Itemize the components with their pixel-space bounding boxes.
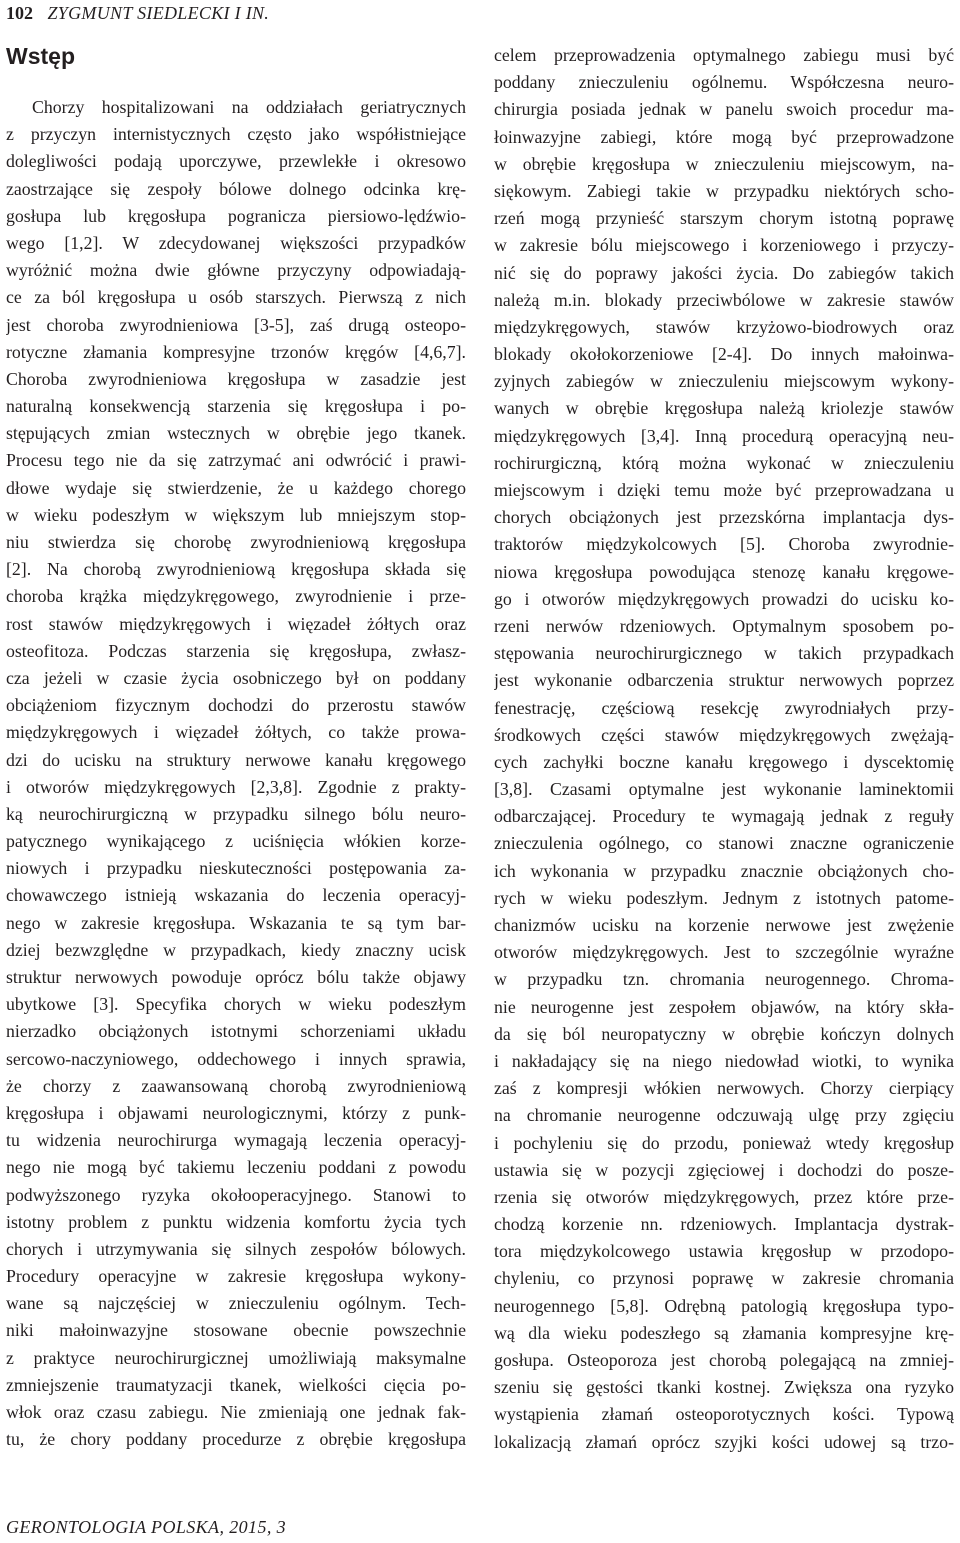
text-line: nić się do poprawy jakości życia. Do zabiegów takich	[494, 262, 954, 283]
text-line: chyleniu, co przynosi poprawę w zakresie chromania	[494, 1268, 954, 1289]
text-line: wystąpienia złamań osteoporotycznych kości. Typową	[494, 1404, 954, 1425]
text-line: neurogennego [5,8]. Odrębną patologią kręgosłupa typo-	[494, 1295, 954, 1316]
text-line: nego nie mogą być takiemu leczeniu poddani z powodu	[6, 1157, 466, 1178]
text-line: dzi do ucisku na struktury nerwowe kanału kręgowego	[6, 749, 466, 770]
text-line: dolegliwości podają uporczywe, przewlekłe i okresowo	[6, 151, 466, 172]
text-line: chodzą korzenie nn. rdzeniowych. Implantacja dystrak-	[494, 1214, 954, 1235]
text-line: z praktyce neurochirurgicznej umożliwiają maksymalne	[6, 1347, 466, 1368]
text-line: włok oraz czasu zabiegu. Nie zmieniają one jednak fak-	[6, 1402, 466, 1422]
text-line: sercowo-naczyniowego, oddechowego i innych sprawia,	[6, 1048, 466, 1069]
text-line: na chromanie neurogenne odczuwają ulgę przy zgięciu	[494, 1105, 954, 1126]
text-line: dziej bezwzględne w przypadkach, kiedy znaczny ucisk	[6, 939, 466, 960]
text-line: chirurgia posiada jednak w panelu swoich procedur ma-	[494, 99, 954, 120]
text-line: dłowe wydaje się stwierdzenie, że u każdego chorego	[6, 477, 466, 498]
text-line: rzeń mogą przynieść starszym chorym istotną poprawę	[494, 208, 954, 229]
text-line: ubytkowe [3]. Specyfika chorych w wieku podeszłym	[6, 994, 466, 1015]
text-line: niowych i przypadku nieskuteczności postępowania za-	[6, 858, 466, 879]
text-line: Procesu tego nie da się zatrzymać ani odwrócić i prawi-	[6, 450, 466, 471]
text-line: w przypadku tzn. chromania neurogennego. Chroma-	[494, 969, 954, 990]
text-line: poddany znieczuleniu ogólnemu. Współczesna neuro-	[494, 72, 954, 93]
text-line: [2]. Na chorobą zwyrodnieniową kręgosłupa składa się	[6, 559, 466, 580]
text-line: blokady okołokorzeniowe [2-4]. Do innych małoinwa-	[494, 344, 954, 365]
text-line: da się ból neuropatyczny w obrębie kończyn dolnych	[494, 1023, 954, 1044]
text-line: środkowych części stawów międzykręgowych zwężają-	[494, 724, 954, 745]
text-line: podwyższonego ryzyka okołooperacyjnego. Stanowi to	[6, 1184, 466, 1205]
text-line: patycznego wynikającego z uciśnięcia włókien korze-	[6, 831, 466, 852]
running-footer: GERONTOLOGIA POLSKA, 2015, 3	[6, 1517, 287, 1537]
text-line: zmniejszenie traumatyzacji tkanek, wielkości cięcia po-	[6, 1374, 466, 1395]
text-line: wego [1,2]. W zdecydowanej większości przypadków	[6, 232, 466, 253]
text-line: rzeni nerwów rdzeniowych. Optymalnym sposobem po-	[494, 615, 954, 636]
section-title: Wstęp	[6, 43, 75, 69]
text-line: i otworów międzykręgowych [2,3,8]. Zgodnie z prakty-	[6, 776, 466, 797]
text-line: w zakresie bólu miejscowego i korzeniowego i przyczy-	[494, 235, 954, 256]
text-line: rost stawów międzykręgowych i więzadeł żółtych oraz	[6, 613, 466, 634]
text-line: jest choroba zwyrodnieniowa [3-5], zaś drugą osteopo-	[6, 314, 466, 335]
running-header-authors: ZYGMUNT SIEDLECKI I IN.	[47, 3, 270, 23]
text-line: Procedury operacyjne w zakresie kręgosłupa wykony-	[6, 1266, 466, 1287]
text-line: miejscowym i dzięki temu może być przeprowadzana u	[494, 480, 954, 500]
text-line: wą dla wieku podeszłego są złamania kompresyjne krę-	[494, 1322, 954, 1343]
text-line: siękowym. Zabiegi takie w przypadku niektórych scho-	[494, 180, 954, 201]
text-line: jest wykonanie odbarczenia struktur nerwowych poprzez	[494, 670, 954, 691]
text-line: ką neurochirurgiczną w przypadku silnego bólu neuro-	[6, 803, 466, 824]
text-line: odbarczającej. Procedury te wymagają jednak z reguły	[494, 806, 954, 827]
text-line: rochirurgiczną, którą można wykonać w znieczuleniu	[494, 452, 954, 473]
text-line: Choroba zwyrodnieniowa kręgosłupa w zasadzie jest	[6, 368, 466, 389]
text-line: nego w zakresie kręgosłupa. Wskazania te są tym bar-	[6, 912, 466, 933]
text-line: kręgosłupa i objawami neurologicznymi, którzy z punk-	[6, 1102, 466, 1123]
text-line: w obrębie kręgosłupa w znieczuleniu miejscowym, na-	[494, 153, 954, 174]
text-line: ich wykonania w przypadku znacznie obciążonych cho-	[494, 860, 954, 881]
page-number: 102	[6, 3, 33, 23]
text-line: gosłupa lub kręgosłupa pogranicza piersiowo-lędźwio-	[6, 205, 466, 226]
text-line: w wieku podeszłym w większym lub mniejszym stop-	[6, 504, 466, 525]
left-column	[6, 94, 466, 1453]
text-line: rych w wieku podeszłym. Jednym z istotnych patome-	[494, 887, 954, 908]
text-line: istotny problem z punktu widzenia komfortu życia tych	[6, 1211, 466, 1232]
text-line: tu widzenia neurochirurga wymagają leczenia operacyj-	[6, 1130, 466, 1151]
text-line: chorych i utrzymywania się silnych zespołów bólowych.	[6, 1238, 466, 1259]
text-line: chanizmów ucisku na korzenie nerwowe jest zwężenie	[494, 915, 954, 935]
text-line: Chorzy hospitalizowani na oddziałach geriatrycznych	[32, 97, 466, 117]
text-line: że chorzy z zaawansowaną chorobą zwyrodnieniową	[6, 1075, 466, 1096]
text-line: międzykręgowych i więzadeł żółtych, co także prowa-	[6, 722, 466, 743]
text-line: gosłupa. Osteoporoza jest chorobą polegającą na zmniej-	[494, 1350, 954, 1370]
text-line: osteofitoza. Podczas starzenia się kręgosłupa, zwłasz-	[6, 640, 466, 661]
text-line: wanych w obrębie kręgosłupa należą kriolezje stawów	[494, 398, 954, 419]
text-line: nie neurogenne jest zespołem objawów, na który skła-	[494, 996, 954, 1017]
text-line: rotyczne złamania kompresyjne trzonów kręgów [4,6,7].	[6, 341, 466, 362]
text-line: naturalną konsekwencją starzenia się kręgosłupa i po-	[6, 396, 466, 417]
text-line: zyjnych zabiegów w znieczuleniu miejscowym wykony-	[494, 371, 954, 392]
text-line: cych zachyłki boczne kanału kręgowego i dyscektomię	[494, 751, 954, 772]
text-line: i nakładający się na niego niedowład wiotki, to wynika	[494, 1050, 954, 1071]
text-line: ustawia się w pozycji zgięciowej i dochodzi do posze-	[494, 1159, 954, 1180]
text-line: chowawczego istnieją wskazania do leczenia operacyj-	[6, 885, 466, 906]
text-line: międzykręgowych, stawów krzyżowo-biodrowych oraz	[494, 316, 954, 337]
text-line: cza jeżeli w czasie życia osobniczego był on poddany	[6, 667, 466, 688]
text-line: chorych obciążonych jest przezskórna implantacja dys-	[494, 507, 954, 528]
text-line: tu, że chory poddany procedurze z obrębie kręgosłupa	[6, 1429, 466, 1450]
text-line: stępowania neurochirurgicznego w takich przypadkach	[494, 643, 954, 664]
text-line: szeniu się gęstości tkanki kostnej. Zwiększa ona ryzyko	[494, 1377, 954, 1398]
text-line: obciążeniom fizycznym dochodzi do przerostu stawów	[6, 695, 466, 716]
text-line: i pochyleniu się do przodu, ponieważ wtedy kręgosłup	[494, 1132, 954, 1153]
text-line: choroba krążka międzykręgowego, zwyrodnienie i prze-	[6, 586, 466, 607]
running-header	[6, 2, 269, 24]
text-line: łoinwazyjne zabiegi, które mogą być przeprowadzone	[494, 126, 954, 147]
text-line: tora międzykolcowego ustawia kręgosłup w przodopo-	[494, 1241, 954, 1262]
text-line: wyróżnić można dwie główne przyczyny odpowiadają-	[6, 260, 466, 281]
text-line: niki małoinwazyjne stosowane obecnie powszechnie	[6, 1320, 466, 1341]
text-line: rzenia się otworów międzykręgowych, przez które prze-	[494, 1186, 954, 1207]
text-line: międzykręgowych [3,4]. Inną procedurą operacyjną neu-	[494, 425, 954, 446]
text-line: ce za ból kręgosłupa u osób starszych. Pierwszą z nich	[6, 287, 466, 308]
text-line: [3,8]. Czasami optymalne jest wykonanie laminektomii	[494, 779, 954, 800]
text-line: należą m.in. blokady przeciwbólowe w zakresie stawów	[494, 289, 954, 310]
text-line: lokalizacją złamań oprócz szyjki kości udowej są trzo-	[494, 1431, 954, 1452]
text-line: celem przeprowadzenia optymalnego zabiegu musi być	[494, 45, 954, 65]
text-line: zaostrzające się zespoły bólowe dolnego odcinka krę-	[6, 178, 466, 199]
text-line: otworów międzykręgowych. Jest to szczególnie wyraźne	[494, 942, 954, 963]
text-line: znieczulenia ogólnego, co stanowi znaczne ograniczenie	[494, 833, 954, 854]
text-line: zaś z kompresji włókien nerwowych. Chorzy cierpiący	[494, 1078, 954, 1099]
text-line: stępujących zmian wstecznych w obrębie jego tkanek.	[6, 423, 466, 444]
right-column	[494, 42, 954, 1456]
text-line: fenestrację, częściową resekcję zwyrodniałych przy-	[494, 697, 954, 718]
text-line: niowa kręgosłupa powodująca stenozę kanału kręgowe-	[494, 561, 954, 582]
text-line: traktorów międzykolcowych [5]. Choroba zwyrodnie-	[494, 534, 954, 555]
text-line: nierzadko obciążonych istotnymi schorzeniami układu	[6, 1021, 466, 1042]
text-line: z przyczyn internistycznych często jako współistniejące	[6, 124, 466, 145]
text-line: go i otworów międzykręgowych prowadzi do ucisku ko-	[494, 588, 954, 609]
text-line: wane są najczęściej w znieczuleniu ogólnym. Tech-	[6, 1293, 466, 1314]
text-line: struktur nerwowych powoduje oprócz bólu także objawy	[6, 967, 466, 987]
text-line: niu stwierdza się chorobę zwyrodnieniową kręgosłupa	[6, 532, 466, 552]
